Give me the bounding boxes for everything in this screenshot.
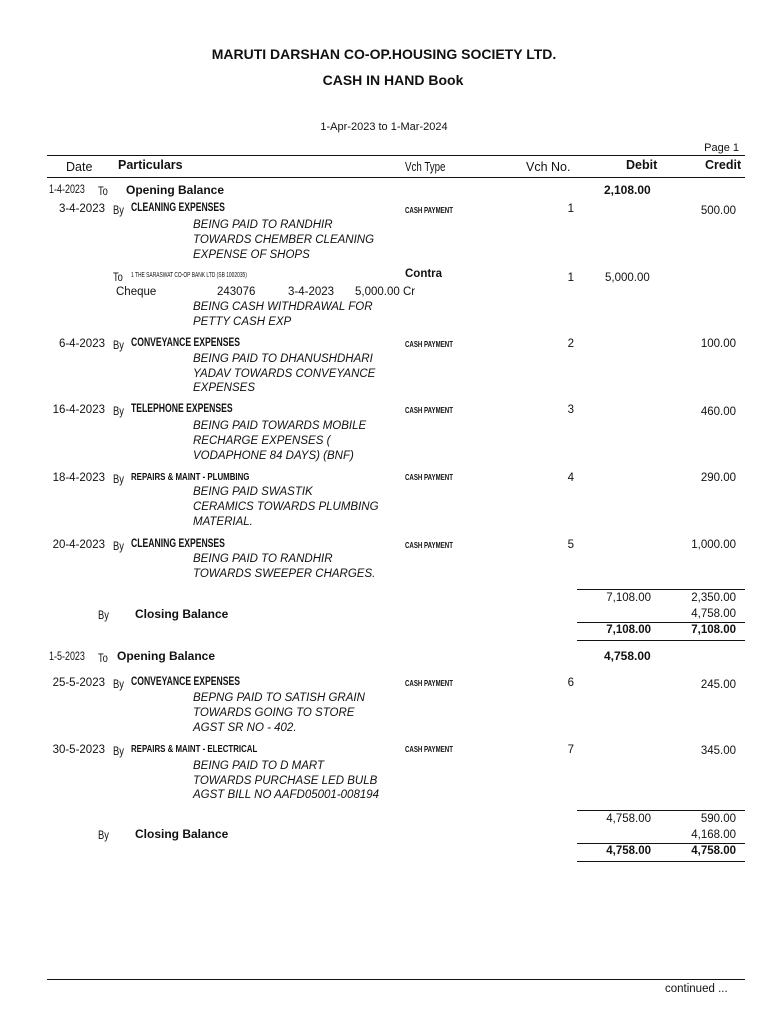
opening-balance-debit: 2,108.00 — [604, 183, 651, 197]
vch-type: CASH PAYMENT — [405, 678, 453, 688]
narration: TOWARDS SWEEPER CHARGES. — [193, 568, 376, 580]
subtotal-credit: 2,350.00 — [691, 592, 736, 604]
vch-no: 2 — [567, 338, 574, 350]
credit-amount: 290.00 — [700, 472, 736, 484]
entry-prefix: By — [113, 472, 124, 486]
credit-amount: 1,000.00 — [691, 539, 736, 551]
narration: TOWARDS CHEMBER CLEANING — [193, 234, 375, 246]
cheque-amount: 5,000.00 Cr — [355, 286, 416, 298]
narration: VODAPHONE 84 DAYS) (BNF) — [193, 450, 354, 462]
col-vch-no: Vch No. — [526, 160, 571, 174]
entry-date: 1-5-2023 — [49, 651, 85, 663]
subtotal-rule — [577, 810, 745, 811]
narration: BEING PAID TO D MART — [193, 760, 324, 772]
entry-prefix: By — [113, 539, 124, 553]
entry-date: 25-5-2023 — [52, 677, 105, 689]
narration: MATERIAL. — [193, 516, 253, 528]
closing-balance-credit: 4,168.00 — [691, 829, 736, 841]
col-particulars: Particulars — [118, 158, 183, 172]
account-name: 1 THE SARASWAT CO-OP BANK LTD (SB 1002035) — [131, 272, 247, 279]
vch-type: CASH PAYMENT — [405, 472, 453, 482]
narration: BEING PAID TO DHANUSHDHARI — [193, 353, 373, 365]
entry-prefix: By — [113, 677, 124, 691]
total-double-rule — [577, 861, 745, 862]
narration: AGST BILL NO AAFD05001-008194 — [193, 789, 380, 801]
vch-type: CASH PAYMENT — [405, 339, 453, 349]
debit-amount: 5,000.00 — [605, 272, 650, 284]
entry-date: 3-4-2023 — [58, 203, 105, 215]
total-credit: 4,758.00 — [691, 845, 736, 857]
entry-prefix: By — [98, 608, 109, 622]
book-title: CASH IN HAND Book — [322, 72, 464, 88]
subtotal-debit: 7,108.00 — [606, 592, 651, 604]
narration: BEING PAID TO RANDHIR — [193, 219, 333, 231]
cheque-date: 3-4-2023 — [288, 286, 335, 298]
entry-prefix: By — [98, 828, 109, 842]
credit-amount: 245.00 — [700, 679, 736, 691]
credit-amount: 100.00 — [700, 338, 736, 350]
vch-type: CASH PAYMENT — [405, 405, 453, 415]
narration: PETTY CASH EXP — [193, 316, 292, 328]
total-debit: 4,758.00 — [606, 845, 651, 857]
narration: CERAMICS TOWARDS PLUMBING — [193, 501, 379, 513]
narration: BEPNG PAID TO SATISH GRAIN — [193, 692, 365, 704]
vch-type: Contra — [405, 268, 443, 280]
entry-prefix: By — [113, 203, 124, 217]
entry-date: 16-4-2023 — [52, 404, 105, 416]
entry-prefix: To — [98, 184, 108, 198]
credit-amount: 460.00 — [700, 406, 736, 418]
vch-type: CASH PAYMENT — [405, 540, 453, 550]
narration: BEING PAID TOWARDS MOBILE — [193, 420, 367, 432]
col-credit: Credit — [705, 158, 742, 172]
entry-date: 20-4-2023 — [52, 539, 105, 551]
total-debit: 7,108.00 — [606, 624, 651, 636]
total-rule — [577, 622, 745, 623]
closing-balance-label: Closing Balance — [135, 827, 229, 841]
account-name: REPAIRS & MAINT - PLUMBING — [131, 471, 250, 483]
narration: BEING PAID TO RANDHIR — [193, 553, 333, 565]
entry-prefix: By — [113, 404, 124, 418]
opening-balance-label: Opening Balance — [126, 183, 225, 197]
credit-amount: 500.00 — [700, 205, 736, 217]
page-number: Page 1 — [704, 142, 739, 154]
account-name: CONVEYANCE EXPENSES — [131, 676, 240, 688]
entry-date: 6-4-2023 — [58, 338, 105, 350]
entry-date: 30-5-2023 — [52, 744, 105, 756]
account-name: CLEANING EXPENSES — [131, 202, 225, 214]
total-double-rule — [577, 640, 745, 641]
col-debit: Debit — [626, 158, 658, 172]
vch-no: 7 — [567, 744, 574, 756]
cheque-label: Cheque — [116, 286, 157, 298]
entry-date: 18-4-2023 — [52, 472, 105, 484]
total-rule — [577, 843, 745, 844]
header-top-rule — [47, 155, 745, 156]
period: 1-Apr-2023 to 1-Mar-2024 — [320, 121, 448, 133]
entry-prefix: To — [98, 651, 108, 665]
narration: EXPENSES — [193, 382, 255, 394]
subtotal-debit: 4,758.00 — [606, 813, 651, 825]
entry-prefix: To — [113, 270, 123, 284]
vch-no: 5 — [567, 539, 574, 551]
entry-prefix: By — [113, 338, 124, 352]
vch-no: 1 — [567, 272, 574, 284]
total-credit: 7,108.00 — [691, 624, 736, 636]
narration: BEING CASH WITHDRAWAL FOR — [193, 301, 373, 313]
subtotal-credit: 590.00 — [700, 813, 736, 825]
closing-balance-credit: 4,758.00 — [691, 608, 736, 620]
entry-date: 1-4-2023 — [49, 184, 85, 196]
narration: BEING PAID SWASTIK — [193, 486, 313, 498]
narration: AGST SR NO - 402. — [193, 722, 297, 734]
opening-balance-debit: 4,758.00 — [604, 649, 651, 663]
account-name: CLEANING EXPENSES — [131, 538, 225, 550]
society-name: MARUTI DARSHAN CO-OP.HOUSING SOCIETY LTD. — [211, 46, 557, 62]
vch-no: 4 — [567, 472, 574, 484]
vch-no: 1 — [567, 203, 574, 215]
vch-type: CASH PAYMENT — [405, 205, 453, 215]
vch-type: CASH PAYMENT — [405, 744, 453, 754]
credit-amount: 345.00 — [700, 745, 736, 757]
header-bottom-rule — [47, 177, 745, 178]
entry-prefix: By — [113, 744, 124, 758]
vch-no: 6 — [567, 677, 574, 689]
col-vch-type: Vch Type — [405, 160, 446, 174]
narration: EXPENSE OF SHOPS — [193, 249, 310, 261]
account-name: REPAIRS & MAINT - ELECTRICAL — [131, 743, 258, 755]
vch-no: 3 — [567, 404, 574, 416]
narration: YADAV TOWARDS CONVEYANCE — [193, 368, 376, 380]
subtotal-rule — [577, 589, 745, 590]
cheque-number: 243076 — [217, 286, 256, 298]
narration: RECHARGE EXPENSES ( — [193, 435, 331, 447]
opening-balance-label: Opening Balance — [117, 649, 216, 663]
footer-rule — [47, 979, 745, 980]
account-name: TELEPHONE EXPENSES — [131, 403, 233, 415]
narration: TOWARDS PURCHASE LED BULB — [193, 775, 378, 787]
col-date: Date — [66, 160, 93, 174]
narration: TOWARDS GOING TO STORE — [193, 707, 355, 719]
continued-label: continued ... — [665, 983, 728, 995]
closing-balance-label: Closing Balance — [135, 607, 229, 621]
account-name: CONVEYANCE EXPENSES — [131, 337, 240, 349]
